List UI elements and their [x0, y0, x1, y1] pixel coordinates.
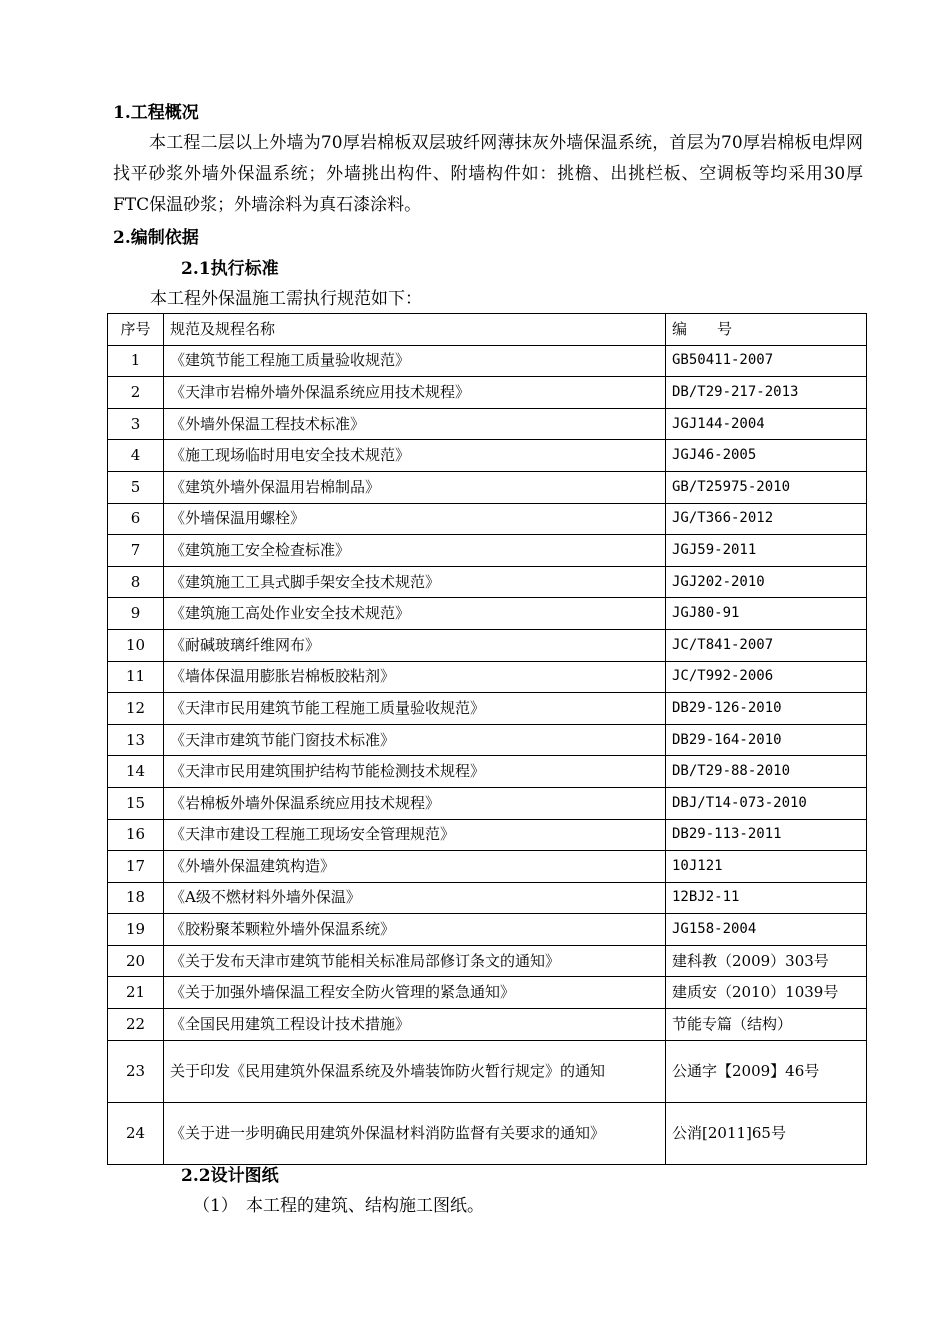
table-row [108, 535, 867, 567]
row-standard-code: JGJ202-2010 [666, 566, 867, 598]
row-standard-name: 《外墙保温用螺栓》 [164, 503, 666, 535]
row-standard-name: 关于印发《民用建筑外保温系统及外墙装饰防火暂行规定》的通知 [164, 1040, 666, 1102]
row-standard-name: 《关于进一步明确民用建筑外保温材料消防监督有关要求的通知》 [164, 1102, 666, 1164]
row-number: 4 [108, 440, 164, 472]
row-standard-code: JGJ46-2005 [666, 440, 867, 472]
table-intro: 本工程外保温施工需执行规范如下： [150, 289, 422, 309]
row-number: 16 [108, 819, 164, 851]
table-row [108, 1102, 867, 1164]
row-standard-code: 10J121 [666, 851, 867, 883]
row-standard-name: 《施工现场临时用电安全技术规范》 [164, 440, 666, 472]
table-row [108, 440, 867, 472]
table-row [108, 724, 867, 756]
row-standard-code: 节能专篇（结构） [666, 1009, 867, 1041]
subsection-2-2-heading: 2.2设计图纸 [181, 1166, 279, 1186]
row-standard-name: 《建筑节能工程施工质量验收规范》 [164, 345, 666, 377]
row-standard-code: JG158-2004 [666, 914, 867, 946]
header-name: 规范及规程名称 [164, 314, 666, 346]
table-row [108, 1040, 867, 1102]
table-row [108, 1009, 867, 1041]
row-standard-code: DB29-126-2010 [666, 693, 867, 725]
row-standard-name: 《关于加强外墙保温工程安全防火管理的紧急通知》 [164, 977, 666, 1009]
section-1-heading: 1.工程概况 [113, 103, 199, 123]
row-standard-code: JC/T992-2006 [666, 661, 867, 693]
row-number: 21 [108, 977, 164, 1009]
section-1-paragraph: 本工程二层以上外墙为70厚岩棉板双层玻纤网薄抹灰外墙保温系统，首层为70厚岩棉板电焊网找平砂浆外墙外保温系统；外墙挑出构件、附墙构件如：挑檐、出挑栏板、空调板等均采用30厚FTC保温砂浆；外墙涂料为真石漆涂料。 [113, 133, 863, 215]
header-code: 编 号 [666, 314, 867, 346]
table-row [108, 819, 867, 851]
table-row [108, 598, 867, 630]
row-standard-name: 《耐碱玻璃纤维网布》 [164, 629, 666, 661]
row-standard-code: DB29-164-2010 [666, 724, 867, 756]
row-standard-code: DB29-113-2011 [666, 819, 867, 851]
row-standard-code: JGJ59-2011 [666, 535, 867, 567]
row-standard-name: 《建筑外墙外保温用岩棉制品》 [164, 471, 666, 503]
row-standard-code: DBJ/T14-073-2010 [666, 787, 867, 819]
table-row [108, 914, 867, 946]
table-row [108, 408, 867, 440]
table-row [108, 566, 867, 598]
row-standard-code: JGJ80-91 [666, 598, 867, 630]
row-standard-code: JC/T841-2007 [666, 629, 867, 661]
row-number: 1 [108, 345, 164, 377]
row-number: 8 [108, 566, 164, 598]
header-no: 序号 [108, 314, 164, 346]
row-standard-code: GB50411-2007 [666, 345, 867, 377]
row-number: 11 [108, 661, 164, 693]
row-standard-code: DB/T29-217-2013 [666, 377, 867, 409]
row-number: 17 [108, 851, 164, 883]
row-standard-name: 《建筑施工安全检查标准》 [164, 535, 666, 567]
row-standard-code: 建质安（2010）1039号 [666, 977, 867, 1009]
table-row [108, 756, 867, 788]
list-item-text: 本工程的建筑、结构施工图纸。 [246, 1196, 484, 1216]
row-number: 20 [108, 945, 164, 977]
standards-table [107, 313, 867, 1165]
row-standard-name: 《天津市民用建筑节能工程施工质量验收规范》 [164, 693, 666, 725]
row-standard-code: 公消[2011]65号 [666, 1102, 867, 1164]
row-number: 15 [108, 787, 164, 819]
row-number: 22 [108, 1009, 164, 1041]
row-number: 6 [108, 503, 164, 535]
table-row [108, 629, 867, 661]
subsection-2-1-heading: 2.1执行标准 [181, 259, 279, 279]
row-standard-code: 建科教（2009）303号 [666, 945, 867, 977]
table-row [108, 503, 867, 535]
row-number: 2 [108, 377, 164, 409]
table-row [108, 977, 867, 1009]
table-row [108, 787, 867, 819]
row-standard-name: 《建筑施工高处作业安全技术规范》 [164, 598, 666, 630]
section-2-heading: 2.编制依据 [113, 228, 199, 248]
row-standard-name: 《天津市建筑节能门窗技术标准》 [164, 724, 666, 756]
row-number: 23 [108, 1040, 164, 1102]
row-number: 10 [108, 629, 164, 661]
row-standard-name: 《天津市岩棉外墙外保温系统应用技术规程》 [164, 377, 666, 409]
row-standard-name: 《天津市民用建筑围护结构节能检测技术规程》 [164, 756, 666, 788]
row-standard-name: 《关于发布天津市建筑节能相关标准局部修订条文的通知》 [164, 945, 666, 977]
table-row [108, 882, 867, 914]
table-row [108, 851, 867, 883]
row-number: 9 [108, 598, 164, 630]
row-number: 18 [108, 882, 164, 914]
row-number: 3 [108, 408, 164, 440]
table-row [108, 693, 867, 725]
row-standard-name: 《外墙外保温建筑构造》 [164, 851, 666, 883]
row-standard-name: 《A级不燃材料外墙外保温》 [164, 882, 666, 914]
row-standard-name: 《全国民用建筑工程设计技术措施》 [164, 1009, 666, 1041]
table-row [108, 661, 867, 693]
row-standard-code: JG/T366-2012 [666, 503, 867, 535]
row-standard-name: 《胶粉聚苯颗粒外墙外保温系统》 [164, 914, 666, 946]
row-standard-code: 12BJ2-11 [666, 882, 867, 914]
row-number: 12 [108, 693, 164, 725]
table-header-row [108, 314, 867, 346]
row-standard-code: GB/T25975-2010 [666, 471, 867, 503]
table-row [108, 377, 867, 409]
row-number: 24 [108, 1102, 164, 1164]
table-row [108, 471, 867, 503]
row-number: 19 [108, 914, 164, 946]
table-row [108, 345, 867, 377]
row-number: 14 [108, 756, 164, 788]
row-standard-name: 《建筑施工工具式脚手架安全技术规范》 [164, 566, 666, 598]
row-number: 7 [108, 535, 164, 567]
row-standard-name: 《岩棉板外墙外保温系统应用技术规程》 [164, 787, 666, 819]
row-standard-code: JGJ144-2004 [666, 408, 867, 440]
table-body [108, 345, 867, 1164]
row-number: 5 [108, 471, 164, 503]
list-item-marker: （1） [193, 1196, 238, 1216]
row-standard-name: 《墙体保温用膨胀岩棉板胶粘剂》 [164, 661, 666, 693]
row-standard-name: 《天津市建设工程施工现场安全管理规范》 [164, 819, 666, 851]
row-standard-name: 《外墙外保温工程技术标准》 [164, 408, 666, 440]
row-number: 13 [108, 724, 164, 756]
table-row [108, 945, 867, 977]
row-standard-code: 公通字【2009】46号 [666, 1040, 867, 1102]
row-standard-code: DB/T29-88-2010 [666, 756, 867, 788]
